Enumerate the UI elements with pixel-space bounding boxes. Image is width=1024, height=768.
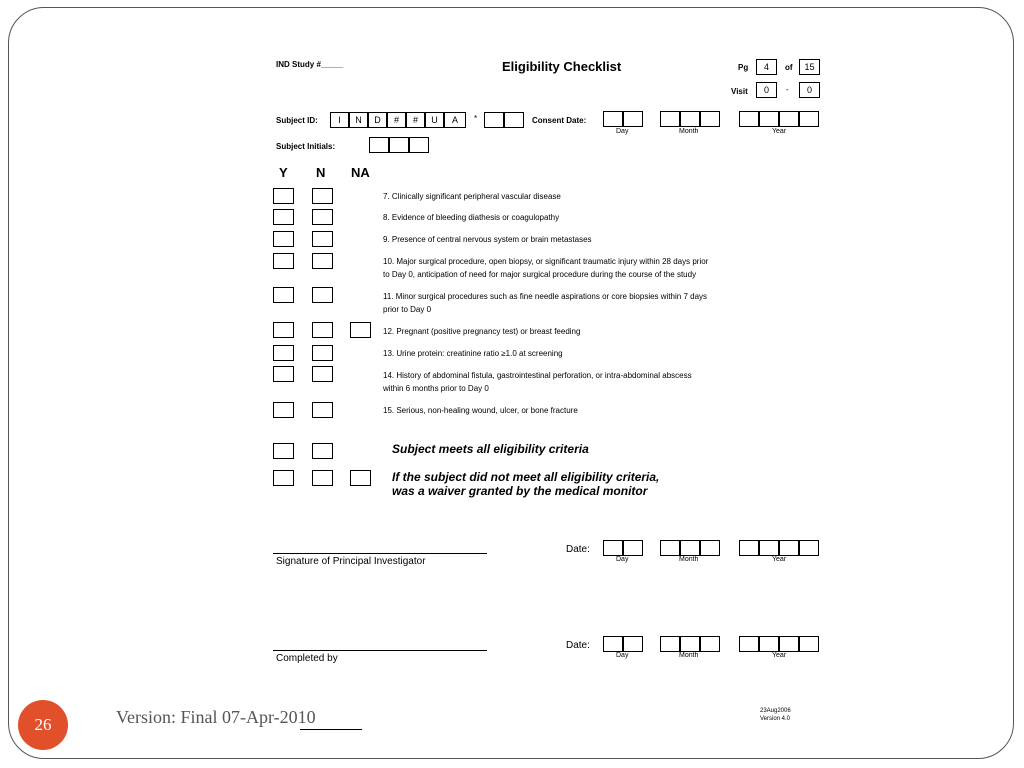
initials-box[interactable] [369, 137, 389, 153]
consent-year-box[interactable] [799, 111, 819, 127]
completed-day-box[interactable] [603, 636, 623, 652]
consent-day-box[interactable] [623, 111, 643, 127]
month-caption: Month [679, 128, 699, 135]
item-8-no-checkbox[interactable] [312, 209, 333, 225]
subject-id-char[interactable]: D [368, 112, 387, 128]
meets-yes-checkbox[interactable] [273, 443, 294, 459]
version-text: Version: Final 07-Apr-2010 [116, 707, 316, 727]
ind-study-label: IND Study #_____ [276, 60, 344, 69]
waiver-text-line1: If the subject did not meet all eligibility criteria, [392, 470, 660, 484]
visit-box-a[interactable]: 0 [756, 82, 777, 98]
item-9-yes-checkbox[interactable] [273, 231, 294, 247]
visit-box-b[interactable]: 0 [799, 82, 820, 98]
consent-year-box[interactable] [739, 111, 759, 127]
initials-box[interactable] [409, 137, 429, 153]
item-11-text-line2: prior to Day 0 [383, 305, 432, 314]
pi-signature-line[interactable] [273, 553, 487, 554]
waiver-no-checkbox[interactable] [312, 470, 333, 486]
item-10-yes-checkbox[interactable] [273, 253, 294, 269]
item-14-text-line2: within 6 months prior to Day 0 [383, 384, 489, 393]
day-caption: Day [616, 128, 629, 135]
completed-month-box[interactable] [660, 636, 680, 652]
subject-id-label: Subject ID: [276, 116, 318, 125]
month-caption: Month [679, 652, 699, 659]
item-12-text: 12. Pregnant (positive pregnancy test) or breast feeding [383, 327, 581, 336]
initials-box[interactable] [389, 137, 409, 153]
completed-month-box[interactable] [700, 636, 720, 652]
item-8-text: 8. Evidence of bleeding diathesis or coagulopathy [383, 213, 560, 222]
form-title: Eligibility Checklist [502, 59, 622, 74]
item-14-yes-checkbox[interactable] [273, 366, 294, 382]
item-7-yes-checkbox[interactable] [273, 188, 294, 204]
of-label: of [785, 63, 793, 72]
form-version-code: Version 4.0 [760, 716, 791, 722]
pi-day-box[interactable] [603, 540, 623, 556]
item-13-no-checkbox[interactable] [312, 345, 333, 361]
consent-month-box[interactable] [680, 111, 700, 127]
total-pages-box[interactable]: 15 [799, 59, 820, 75]
day-caption: Day [616, 652, 629, 659]
item-14-no-checkbox[interactable] [312, 366, 333, 382]
subject-id-char[interactable]: U [425, 112, 444, 128]
pi-signature-label: Signature of Principal Investigator [276, 556, 426, 567]
item-14-text: 14. History of abdominal fistula, gastrointestinal perforation, or intra-abdominal abscess [383, 371, 692, 380]
year-caption: Year [772, 128, 787, 135]
completed-month-box[interactable] [680, 636, 700, 652]
item-13-text: 13. Urine protein: creatinine ratio ≥1.0 at screening [383, 349, 563, 358]
completed-year-box[interactable] [779, 636, 799, 652]
consent-year-box[interactable] [779, 111, 799, 127]
subject-id-suffix-box[interactable] [484, 112, 504, 128]
subject-id-char[interactable]: # [387, 112, 406, 128]
form-date-code: 23Aug2006 [760, 708, 791, 714]
item-9-text: 9. Presence of central nervous system or brain metastases [383, 235, 592, 244]
pi-month-box[interactable] [660, 540, 680, 556]
consent-month-box[interactable] [700, 111, 720, 127]
completed-year-box[interactable] [799, 636, 819, 652]
item-12-no-checkbox[interactable] [312, 322, 333, 338]
item-7-text: 7. Clinically significant peripheral vascular disease [383, 192, 561, 201]
item-11-no-checkbox[interactable] [312, 287, 333, 303]
page-label: Pg [738, 63, 749, 72]
item-10-no-checkbox[interactable] [312, 253, 333, 269]
pi-month-box[interactable] [700, 540, 720, 556]
pi-day-box[interactable] [623, 540, 643, 556]
year-caption: Year [772, 652, 787, 659]
completed-day-box[interactable] [623, 636, 643, 652]
item-11-yes-checkbox[interactable] [273, 287, 294, 303]
visit-separator: - [786, 85, 789, 94]
visit-label: Visit [731, 87, 748, 96]
column-no: N [316, 165, 326, 180]
meets-criteria-text: Subject meets all eligibility criteria [392, 442, 589, 456]
waiver-yes-checkbox[interactable] [273, 470, 294, 486]
pi-year-box[interactable] [779, 540, 799, 556]
item-15-yes-checkbox[interactable] [273, 402, 294, 418]
meets-no-checkbox[interactable] [312, 443, 333, 459]
completed-year-box[interactable] [739, 636, 759, 652]
item-11-text: 11. Minor surgical procedures such as fine needle aspirations or core biopsies within 7 days [383, 292, 708, 301]
completed-by-label: Completed by [276, 653, 338, 664]
subject-id-char[interactable]: A [444, 112, 466, 128]
item-10-text: 10. Major surgical procedure, open biopsy, or significant traumatic injury within 28 days prior [383, 257, 709, 266]
subject-id-char[interactable]: N [349, 112, 368, 128]
consent-date-label: Consent Date: [532, 116, 587, 125]
pi-month-box[interactable] [680, 540, 700, 556]
day-caption: Day [616, 556, 629, 563]
item-10-text-line2: to Day 0, anticipation of need for major surgical procedure during the course of the study [383, 270, 697, 279]
subject-id-char[interactable]: I [330, 112, 349, 128]
asterisk-mark: * [474, 114, 478, 123]
item-8-yes-checkbox[interactable] [273, 209, 294, 225]
subject-id-suffix-box[interactable] [504, 112, 524, 128]
month-caption: Month [679, 556, 699, 563]
column-yes: Y [279, 165, 288, 180]
pi-year-box[interactable] [739, 540, 759, 556]
item-15-text: 15. Serious, non-healing wound, ulcer, or bone fracture [383, 406, 578, 415]
consent-year-box[interactable] [759, 111, 779, 127]
consent-day-box[interactable] [603, 111, 623, 127]
page-number-box[interactable]: 4 [756, 59, 777, 75]
item-13-yes-checkbox[interactable] [273, 345, 294, 361]
pi-year-box[interactable] [799, 540, 819, 556]
waiver-na-checkbox[interactable] [350, 470, 371, 486]
pi-date-label: Date: [566, 544, 590, 555]
item-7-no-checkbox[interactable] [312, 188, 333, 204]
pi-year-box[interactable] [759, 540, 779, 556]
subject-initials-label: Subject Initials: [276, 142, 336, 151]
year-caption: Year [772, 556, 787, 563]
item-15-no-checkbox[interactable] [312, 402, 333, 418]
consent-month-box[interactable] [660, 111, 680, 127]
version-underline [300, 729, 362, 730]
subject-id-char[interactable]: # [406, 112, 425, 128]
page-number-badge: 26 [18, 700, 68, 750]
column-na: NA [351, 165, 370, 180]
waiver-text-line2: was a waiver granted by the medical monitor [392, 484, 648, 498]
completed-year-box[interactable] [759, 636, 779, 652]
item-12-yes-checkbox[interactable] [273, 322, 294, 338]
completed-by-line[interactable] [273, 650, 487, 651]
completed-date-label: Date: [566, 640, 590, 651]
item-12-na-checkbox[interactable] [350, 322, 371, 338]
item-9-no-checkbox[interactable] [312, 231, 333, 247]
